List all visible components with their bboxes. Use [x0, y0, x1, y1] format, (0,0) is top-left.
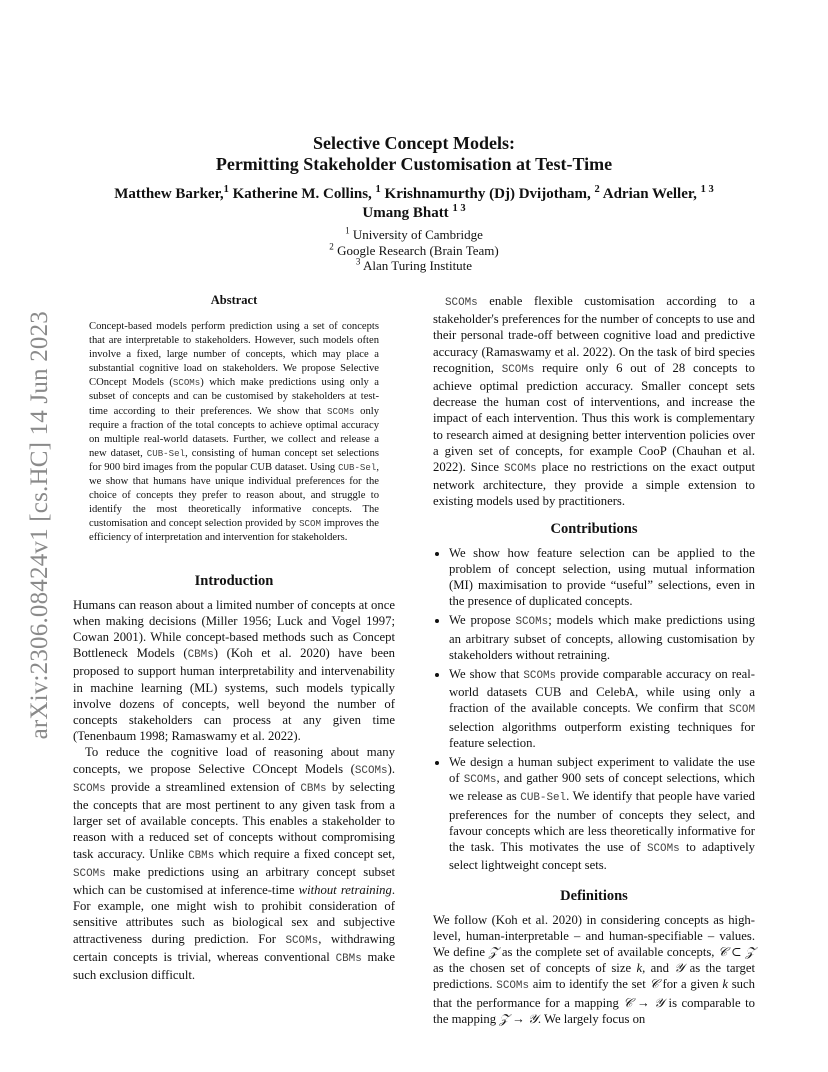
affiliations [200, 227, 628, 274]
list-item: • We propose SCOMs; models which make predictions using an arbitrary subset of concepts, allowing customisation by stakeholders without retraining. [449, 612, 755, 663]
intro-paragraph-3: SCOMs enable flexible customisation according to a stakeholder's preferences for the number of concepts to use and their personal trade-off between cognitive load and predictive accuracy (Ramaswamy et al. 2022). On the task of bird species recognition, SCOMs require only 6 out of 28 concepts to achieve optimal prediction accuracy. Smaller concept sets decrease the human cost of interventions, and increase the impact of each intervention. Thus this work is complementary to research aimed at designing better intervention policies over a given set of concepts, for example CooP (Chauhan et al. 2022). Since SCOMs place no restrictions on the exact output network architecture, they provide a simple extension to existing models used by practitioners. [433, 294, 755, 509]
author-name: Katherine M. Collins, [232, 186, 372, 202]
author-name: Matthew Barker, [114, 186, 224, 202]
author-affil-mark: 2 [594, 184, 600, 195]
left-column [73, 293, 395, 983]
title-line-1: Selective Concept Models: [313, 133, 515, 153]
contributions-list [433, 545, 755, 874]
list-item: • We show that SCOMs provide comparable accuracy on real-world datasets CUB and CelebA, while using only a fraction of the available concepts. We confirm that SCOM selection algorithms outperform existing techniques for feature selection. [449, 666, 755, 751]
author-name: Umang Bhatt [362, 205, 449, 221]
right-column [433, 293, 755, 1027]
title-line-2: Permitting Stakeholder Customisation at Test-Time [215, 154, 613, 174]
affiliation: $^1$ University of Cambridge [345, 225, 483, 242]
arxiv-stamp [20, 290, 60, 760]
author-affil-mark: 1 [223, 184, 229, 195]
list-item: • We design a human subject experiment to validate the use of SCOMs, and gather 900 sets of concept selections, which we release as CUB-Sel. We identify that people have varied preferences for the number of concepts they select, and favour concepts which are less theoretically informative for the task. This motivates the use of SCOMs to adaptively select lightweight concept sets. [449, 754, 755, 873]
affiliation: $^2$ Google Research (Brain Team) [329, 241, 499, 258]
author-affil-mark: 1 [375, 184, 381, 195]
arxiv-stamp-text: arXiv:2306.08424v1 [cs.HC] 14 Jun 2023 [26, 310, 53, 740]
paper-title [100, 133, 728, 175]
intro-paragraph-2: To reduce the cognitive load of reasoning about many concepts, we propose Selective COncept Models (SCOMs). SCOMs provide a streamlined extension of CBMs by selecting the concepts that are most pertinent to any given task from a larger set of available concepts. This enables a stakeholder to reason with a reduced set of concepts without compromising task accuracy. Unlike CBMs which require a fixed concept set, SCOMs make predictions using an arbitrary concept subset which can be customised at inference-time without retraining. For example, one might wish to prohibit consideration of sensitive attributes such as biological sex and subjective attractiveness during prediction. For SCOMs, withdrawing certain concepts is trivial, whereas conventional CBMs make such exclusion difficult. [73, 745, 396, 982]
abstract-heading: Abstract [210, 293, 258, 307]
author-affil-mark: 1 3 [700, 184, 714, 195]
author-affil-mark: 1 3 [452, 203, 466, 214]
contributions-heading: Contributions [550, 520, 638, 537]
abstract-text: Concept-based models perform prediction using a set of concepts that are interpretable to stakeholders. However, such models often involve a fixed, large number of concepts, which may place a substantial cognitive load on stakeholders. We propose Selective COncept Models (SCOMs) which make predictions using only a subset of concepts and can be customised by stakeholders at test-time according to their preferences. We show that SCOMs only require a fraction of the total concepts to achieve optimal accuracy on multiple real-world datasets. Further, we collect and release a new dataset, CUB-Sel, consisting of human concept set selections for 900 bird images from the popular CUB dataset. Using CUB-Sel, we show that humans have unique individual preferences for the choice of concepts they prefer to reason about, and struggle to identify the most theoretically informative concepts. The customisation and concept selection provided by SCOM improves the efficiency of interpretation and intervention for stakeholders. [89, 321, 379, 544]
definitions-paragraph: We follow (Koh et al. 2020) in considering concepts as high-level, human-interpretable – and human-specifiable – values. We define 𝒵 as the complete set of available concepts, 𝒞 ⊂ 𝒵 as the chosen set of concepts of size k, and 𝒴 as the target predictions. SCOMs aim to identify the set 𝒞 for a given k such that the performance for a mapping 𝒞 → 𝒴 is comparable to the mapping 𝒵 → 𝒴. We largely focus on [433, 912, 756, 1026]
author-name: Adrian Weller, [602, 186, 697, 202]
intro-paragraph-1: Humans can reason about a limited number of concepts at once when making decisions (Miller 1956; Luck and Vogel 1997; Cowan 2001). While concept-based methods such as Concept Bottleneck Models (CBMs) (Koh et al. 2020) have been proposed to support human interpretability and intervenability in machine learning (ML) systems, such models typically involve dozens of concepts, well beyond the number of concepts stakeholders can process at any given time (Tenenbaum 1998; Ramaswamy et al. 2022). [73, 597, 395, 744]
author-name: Krishnamurthy (Dj) Dvijotham, [384, 186, 591, 202]
author-list [80, 185, 748, 223]
introduction-heading: Introduction [194, 572, 274, 589]
affiliation: $^3$ Alan Turing Institute [355, 256, 473, 273]
definitions-heading: Definitions [560, 887, 628, 904]
list-item: • We show how feature selection can be applied to the problem of concept selection, using mutual information (MI) maximisation to provide “useful” selections, even in the presence of duplicated concepts. [449, 545, 755, 610]
